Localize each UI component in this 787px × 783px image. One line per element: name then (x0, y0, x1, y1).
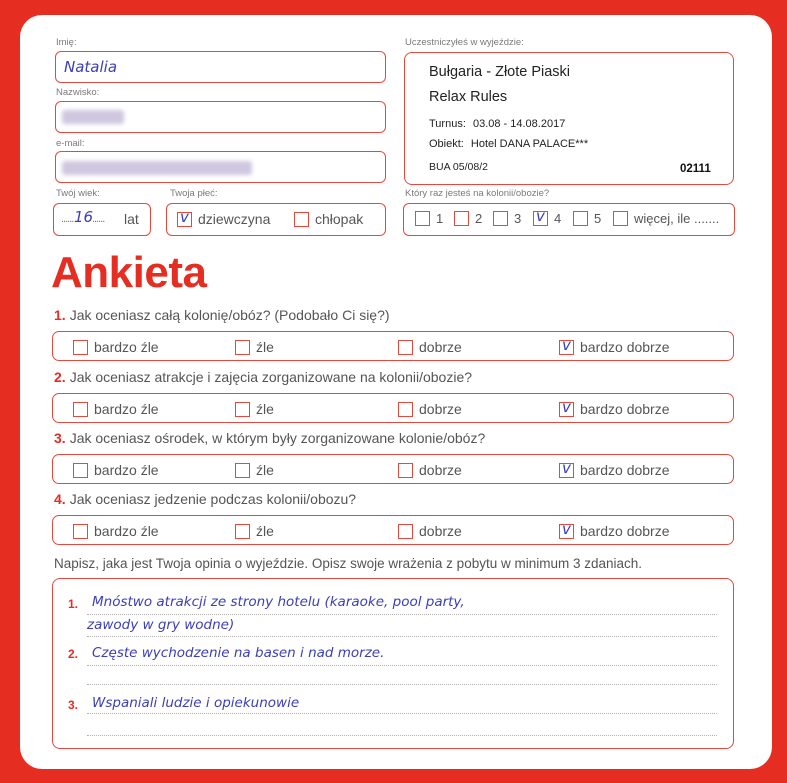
rating-label: bardzo źle (94, 523, 159, 539)
times-option[interactable] (533, 207, 562, 226)
ruled-line (87, 735, 717, 736)
rating-option[interactable] (398, 401, 462, 417)
question-text: Jak oceniasz ośrodek, w którym były zorganizowane kolonie/obóz? (69, 430, 486, 446)
trip-program: Relax Rules (429, 89, 508, 105)
checkbox[interactable] (73, 340, 88, 355)
opinion-text: Mnóstwo atrakcji ze strony hotelu (karaoke, pool party, (92, 594, 465, 610)
rating-option[interactable] (398, 339, 462, 355)
ruled-line (87, 614, 717, 615)
age-field[interactable] (53, 203, 151, 236)
rating-option[interactable] (559, 458, 670, 478)
trip-code: BUA 05/08/2 (429, 161, 488, 173)
check-mark: v (562, 397, 571, 416)
age-dots-right: ...... (92, 213, 105, 225)
times-option-label: 4 (554, 211, 562, 226)
question-text: Jak oceniasz jedzenie podczas kolonii/obozu? (69, 491, 357, 507)
checkbox[interactable] (235, 524, 250, 539)
rating-option[interactable] (73, 523, 159, 539)
times-option-label: 2 (475, 211, 483, 226)
checkbox[interactable] (533, 207, 548, 226)
rating-option[interactable] (235, 401, 274, 417)
rating-label: źle (256, 462, 274, 478)
age-label: Twój wiek: (56, 188, 100, 199)
rating-option[interactable] (235, 523, 274, 539)
question-num: 1. (54, 307, 66, 323)
checkbox[interactable] (454, 211, 469, 226)
opinion-prompt: Napisz, jaka jest Twoja opinia o wyjeździe. Opisz swoje wrażenia z pobytu w minimum 3 zdaniach. (54, 556, 643, 571)
rating-label: dobrze (419, 401, 462, 417)
times-option[interactable] (454, 211, 482, 226)
ruled-line (87, 684, 717, 685)
times-option-label: więcej, ile ....... (634, 211, 720, 226)
rating-row (52, 393, 734, 423)
rating-label: bardzo dobrze (580, 401, 670, 417)
times-option-label: 1 (436, 211, 444, 226)
rating-option[interactable] (235, 462, 274, 478)
age-value: 16 (74, 208, 94, 226)
ruled-line (87, 636, 717, 637)
rating-label: bardzo źle (94, 339, 159, 355)
checkbox[interactable] (235, 402, 250, 417)
question-text: Jak oceniasz atrakcje i zajęcia zorganizowane na kolonii/obozie? (69, 369, 473, 385)
checkbox[interactable] (559, 519, 574, 539)
hotel-value: Hotel DANA PALACE*** (470, 138, 589, 150)
times-option-label: 5 (594, 211, 602, 226)
checkbox[interactable] (613, 211, 628, 226)
check-mark: v (180, 207, 189, 226)
times-label: Który raz jesteś na kolonii/obozie? (405, 188, 550, 199)
gender-option-label: dziewczyna (198, 211, 271, 227)
times-option[interactable] (415, 211, 443, 226)
surname-label: Nazwisko: (56, 87, 100, 98)
gender-option-label: chłopak (315, 211, 364, 227)
rating-label: dobrze (419, 462, 462, 478)
check-mark: v (562, 519, 571, 538)
rating-option[interactable] (398, 523, 462, 539)
checkbox[interactable] (398, 402, 413, 417)
opinion-num: 3. (68, 698, 79, 712)
rating-label: źle (256, 523, 274, 539)
gender-field (166, 203, 386, 236)
question (54, 491, 356, 507)
checkbox[interactable] (235, 340, 250, 355)
hotel-label: Obiekt: (429, 138, 464, 150)
gender-option-male[interactable] (294, 211, 363, 227)
rating-row (52, 454, 734, 484)
times-option[interactable] (613, 211, 719, 226)
survey-title: Ankieta (51, 248, 207, 297)
checkbox[interactable] (493, 211, 508, 226)
checkbox[interactable] (573, 211, 588, 226)
gender-label: Twoja płeć: (170, 188, 218, 199)
rating-row (52, 331, 734, 361)
surname-field[interactable] (55, 101, 386, 133)
times-option[interactable] (493, 211, 521, 226)
rating-label: źle (256, 401, 274, 417)
checkbox[interactable] (559, 335, 574, 355)
email-field[interactable] (55, 151, 386, 183)
checkbox[interactable] (398, 524, 413, 539)
rating-label: bardzo źle (94, 401, 159, 417)
times-field (403, 203, 735, 236)
rating-option[interactable] (398, 462, 462, 478)
rating-option[interactable] (559, 519, 670, 539)
checkbox[interactable] (235, 463, 250, 478)
rating-option[interactable] (559, 335, 670, 355)
trip-turnus (429, 118, 565, 130)
checkbox[interactable] (73, 402, 88, 417)
trip-number: 02111 (680, 163, 711, 175)
name-value: Natalia (64, 58, 118, 76)
rating-option[interactable] (73, 401, 159, 417)
opinion-text: zawody w gry wodne) (87, 617, 235, 633)
rating-option[interactable] (235, 339, 274, 355)
question-text: Jak oceniasz całą kolonię/obóz? (Podobało Ci się?) (69, 307, 390, 323)
question-num: 4. (54, 491, 66, 507)
rating-option[interactable] (559, 397, 670, 417)
rating-label: źle (256, 339, 274, 355)
check-mark: v (536, 207, 545, 225)
times-option-label: 3 (514, 211, 522, 226)
times-option[interactable] (573, 211, 601, 226)
gender-option-female[interactable] (177, 207, 271, 227)
ruled-line (87, 665, 717, 666)
question (54, 430, 485, 446)
rating-label: bardzo dobrze (580, 339, 670, 355)
rating-label: dobrze (419, 523, 462, 539)
question (54, 369, 472, 385)
ruled-line (87, 713, 717, 714)
checkbox[interactable] (73, 463, 88, 478)
redacted-email (62, 161, 252, 175)
checkbox[interactable] (415, 211, 430, 226)
name-label: Imię: (56, 37, 77, 48)
turnus-value: 03.08 - 14.08.2017 (472, 118, 566, 130)
opinion-num: 2. (68, 647, 79, 661)
opinion-num: 1. (68, 597, 79, 611)
opinion-text: Wspaniali ludzie i opiekunowie (92, 695, 300, 711)
name-field[interactable] (55, 51, 386, 83)
age-dots-left: ...... (61, 213, 74, 225)
rating-label: bardzo źle (94, 462, 159, 478)
trip-destination: Bułgaria - Złote Piaski (429, 64, 571, 80)
rating-option[interactable] (73, 339, 159, 355)
trip-hotel (429, 138, 588, 150)
turnus-label: Turnus: (429, 118, 466, 130)
check-mark: v (562, 458, 571, 477)
checkbox[interactable] (559, 397, 574, 417)
rating-label: bardzo dobrze (580, 523, 670, 539)
trip-label: Uczestniczyłeś w wyjeździe: (405, 37, 524, 48)
rating-row (52, 515, 734, 545)
age-unit: lat (124, 211, 139, 227)
question-num: 3. (54, 430, 66, 446)
redacted-surname (62, 110, 124, 124)
checkbox[interactable] (398, 340, 413, 355)
check-mark: v (562, 335, 571, 354)
checkbox[interactable] (177, 207, 192, 227)
checkbox[interactable] (294, 212, 309, 227)
checkbox[interactable] (73, 524, 88, 539)
email-label: e-mail: (56, 138, 85, 149)
rating-label: dobrze (419, 339, 462, 355)
question (54, 307, 390, 323)
checkbox[interactable] (559, 458, 574, 478)
opinion-text: Częste wychodzenie na basen i nad morze. (92, 645, 385, 661)
rating-option[interactable] (73, 462, 159, 478)
checkbox[interactable] (398, 463, 413, 478)
question-num: 2. (54, 369, 66, 385)
rating-label: bardzo dobrze (580, 462, 670, 478)
